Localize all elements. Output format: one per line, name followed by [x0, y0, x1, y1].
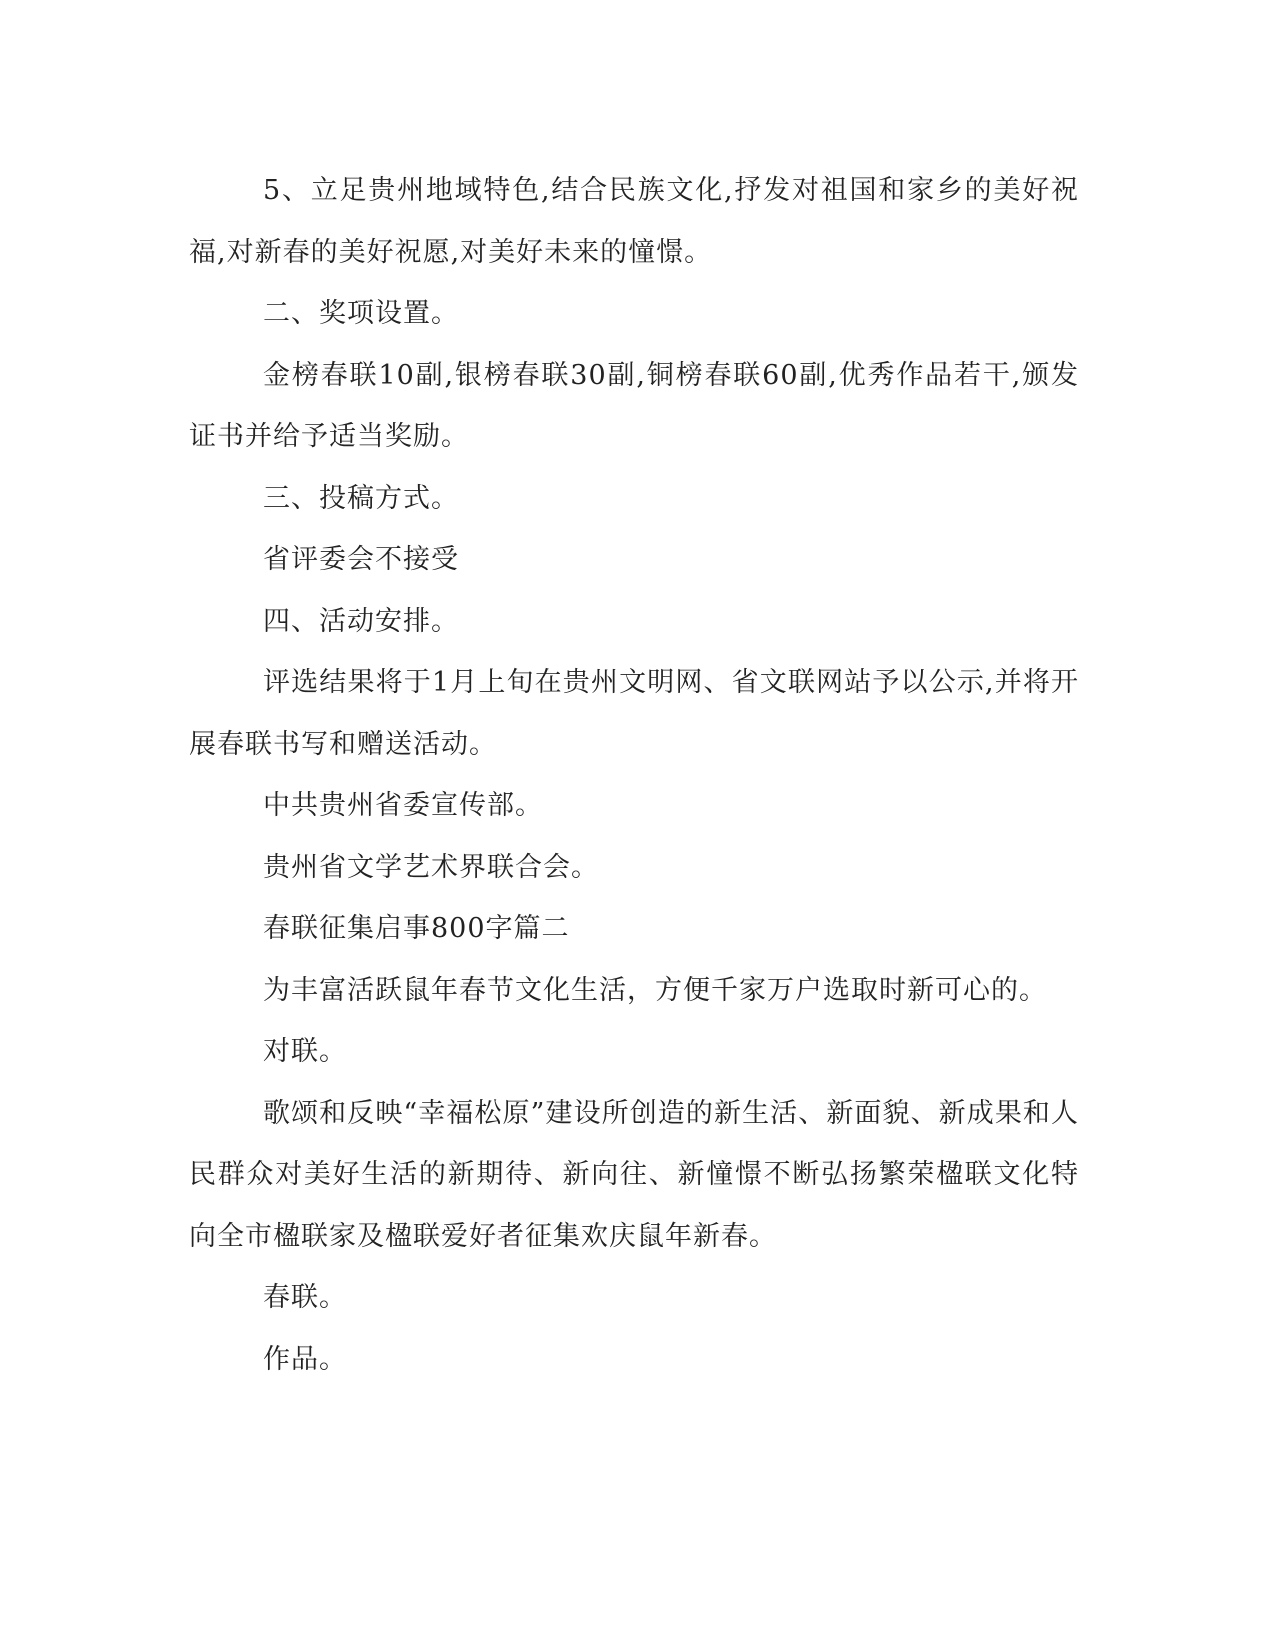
organizer-propaganda-dept: 中共贵州省委宣传部。 — [263, 790, 543, 821]
paragraph-works: 作品。 — [263, 1343, 347, 1375]
paragraph-spring-couplets: 春联。 — [263, 1282, 347, 1313]
paragraph-item-5-theme: 5、立足贵州地域特色,结合民族文化,抒发对祖国和家乡的美好祝福,对新春的美好祝愿,对美好未来的憧憬。 — [189, 175, 1079, 268]
paragraph-intro: 为丰富活跃鼠年春节文化生活，方便千家万户选取时新可心的。 — [263, 974, 1047, 1006]
section-heading-schedule: 四、活动安排。 — [263, 605, 459, 637]
paragraph-awards: 金榜春联10副,银榜春联30副,铜榜春联60副,优秀作品若干,颁发证书并给予适当奖励。 — [189, 359, 1079, 452]
paragraph-purpose: 歌颂和反映“幸福松原”建设所创造的新生活、新面貌、新成果和人民群众对美好生活的新期待、新向往、新憧憬不断弘扬繁荣楹联文化特向全市楹联家及楹联爱好者征集欢庆鼠年新春。 — [189, 1097, 1079, 1252]
section-heading-awards: 二、奖项设置。 — [263, 298, 459, 329]
paragraph-schedule: 评选结果将于1月上旬在贵州文明网、省文联网站予以公示,并将开展春联书写和赠送活动。 — [189, 667, 1079, 760]
paragraph-submission: 省评委会不接受 — [263, 544, 459, 575]
organizer-literary-federation: 贵州省文学艺术界联合会。 — [263, 851, 599, 883]
article-heading-part-two: 春联征集启事800字篇二 — [263, 913, 570, 944]
paragraph-couplets: 对联。 — [263, 1036, 347, 1067]
section-heading-submission: 三、投稿方式。 — [263, 482, 459, 514]
document-body — [189, 160, 1079, 1390]
